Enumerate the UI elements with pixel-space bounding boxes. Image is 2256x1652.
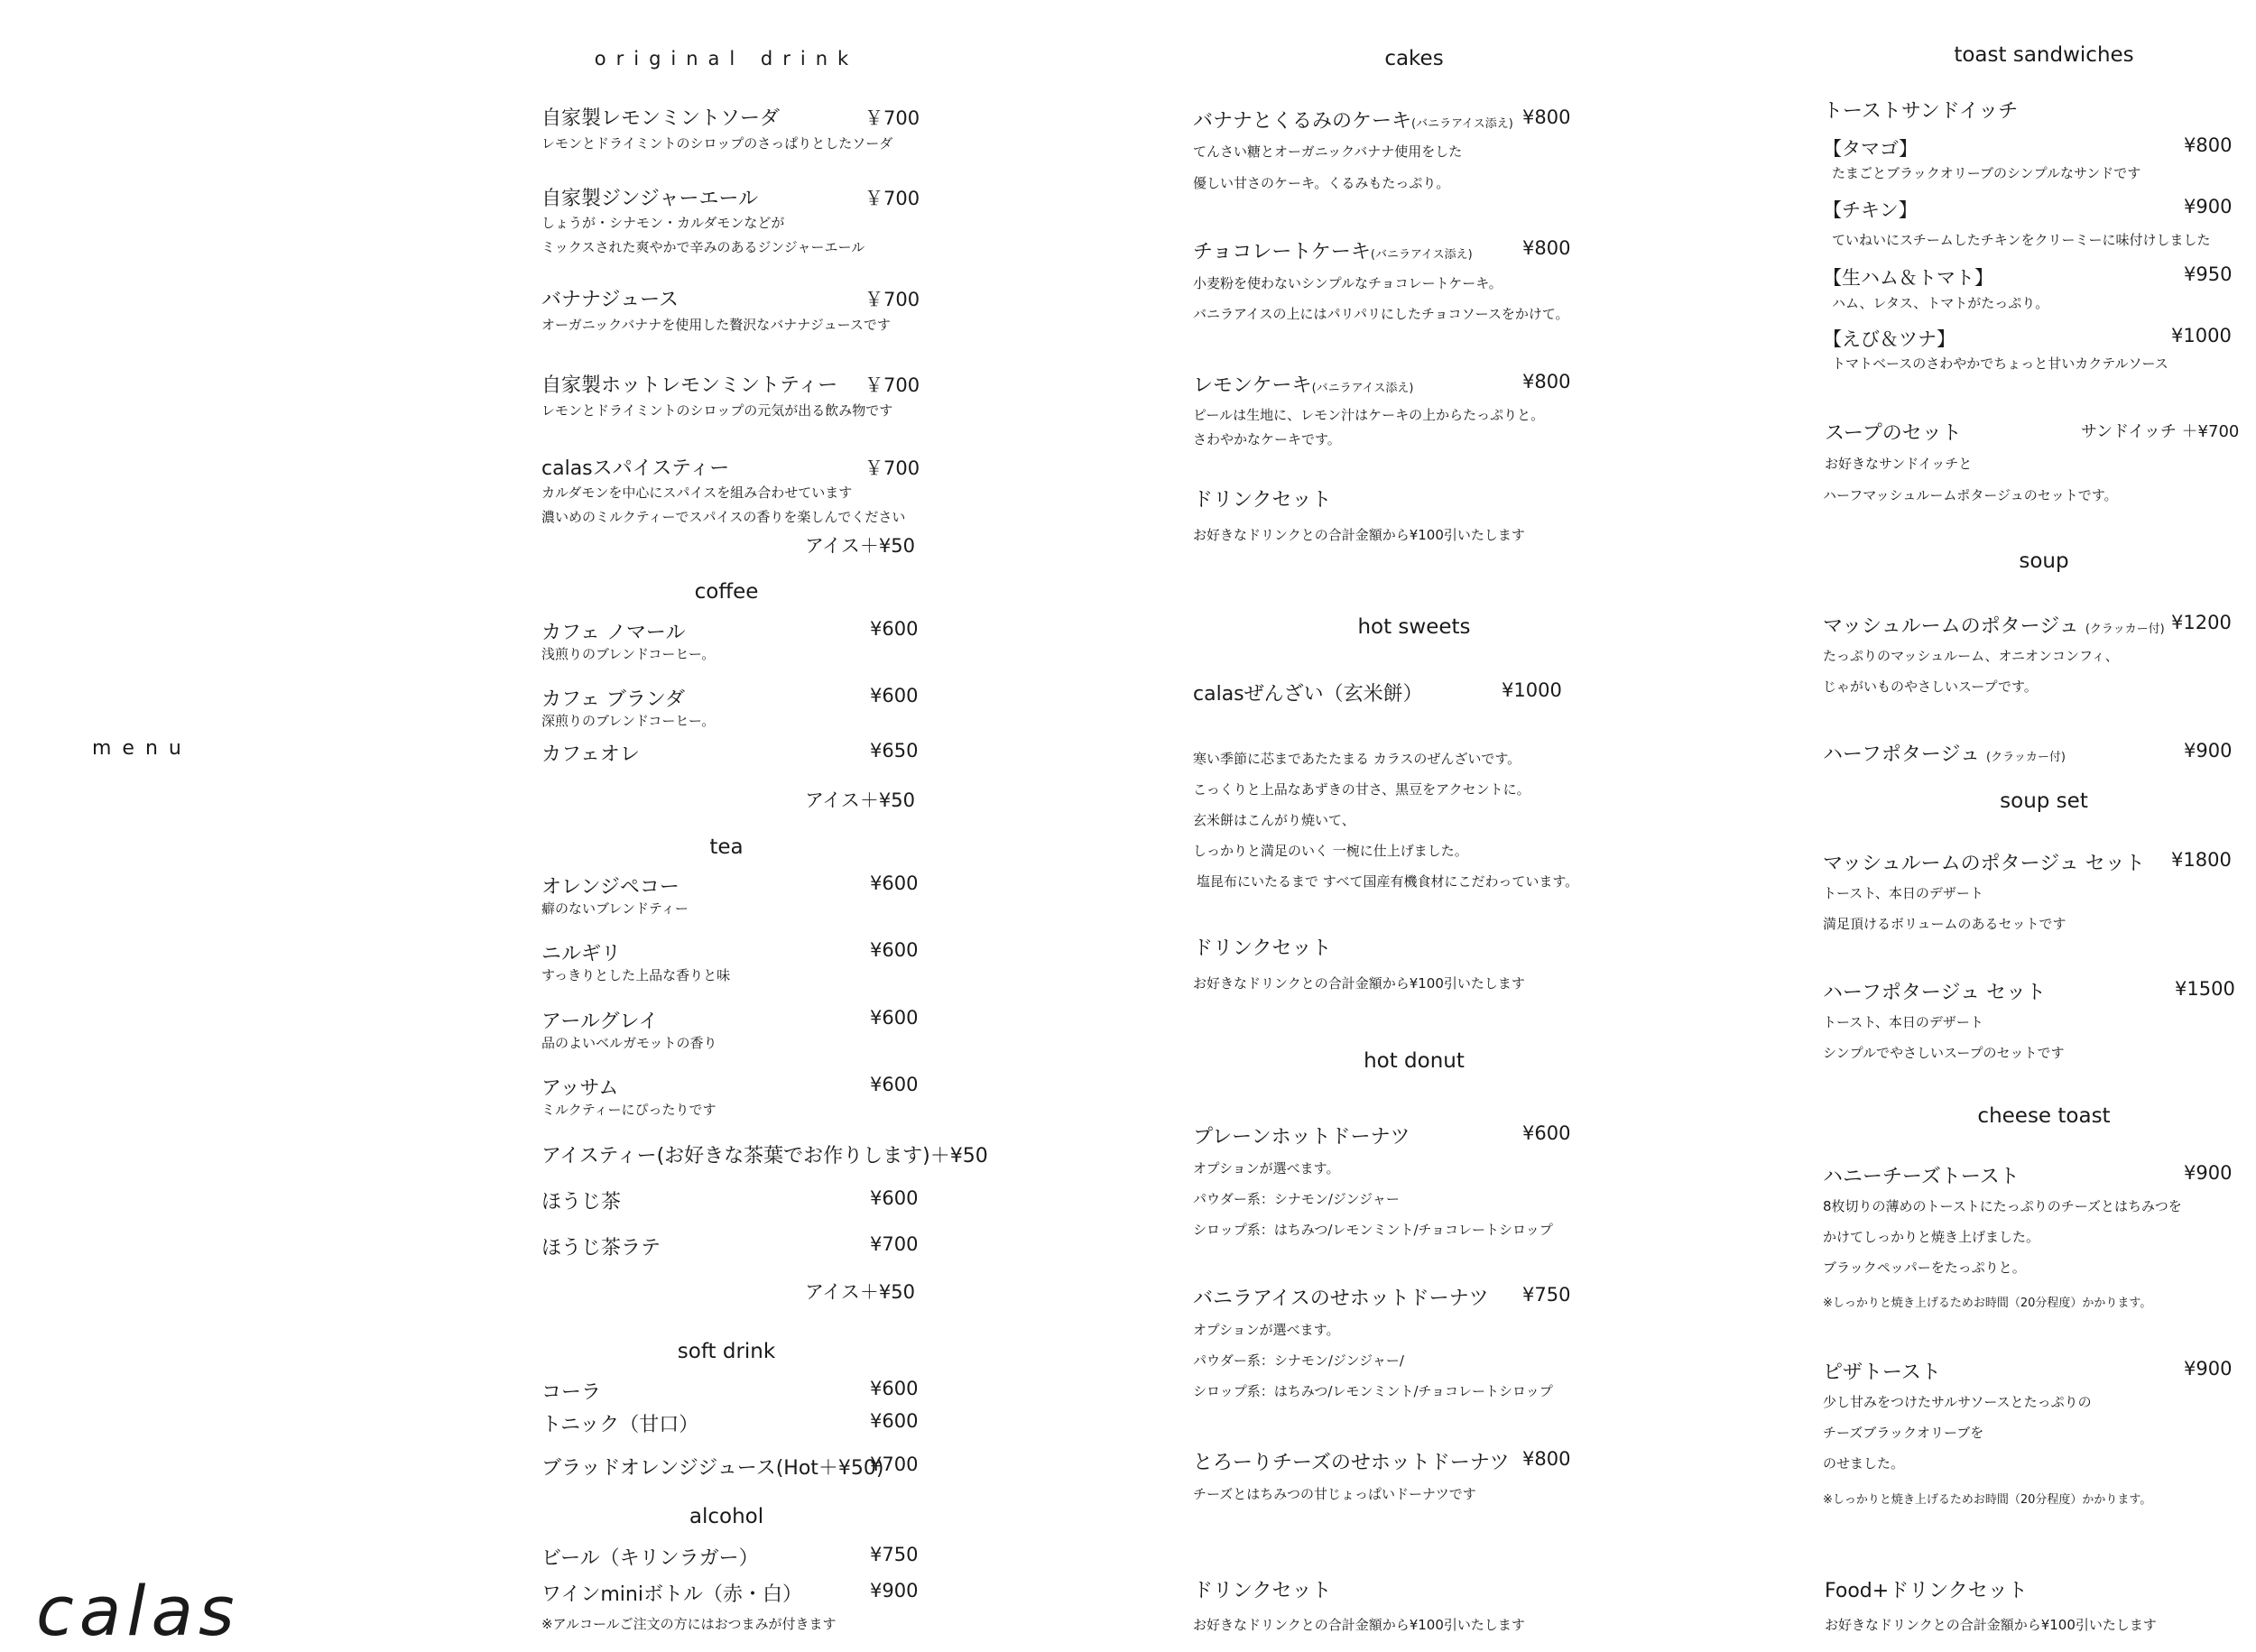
item-price: ¥900 [2184, 1162, 2233, 1184]
item-name: バニラアイスのせホットドーナツ [1193, 1287, 1489, 1310]
item-desc: バニラアイスの上にはパリパリにしたチョコソースをかけて。 [1193, 306, 1569, 322]
item-name: ハーフポタージュ セット [1823, 982, 2047, 1004]
item-desc: シロップ系：はちみつ/レモンミント/チョコレートシロップ [1193, 1383, 1553, 1399]
item-name: calasぜんざい（玄米餅） [1193, 683, 1423, 706]
item-name: オレンジペコー [541, 876, 680, 899]
item-name: 【生ハム＆トマト】 [1823, 267, 1993, 289]
item-desc: 少し甘みをつけたサルサソースとたっぷりの [1823, 1394, 2092, 1410]
item-name [1823, 739, 2066, 767]
item-name: マッシュルームのポタージュ セット [1823, 853, 2145, 875]
item-name: 自家製レモンミントソーダ [541, 107, 781, 130]
item-desc: トースト、本日のデザート [1823, 1014, 1983, 1030]
item-name: ブラッドオレンジジュース(Hot＋¥50) [541, 1457, 884, 1480]
item-desc: 満足頂けるボリュームのあるセットです [1823, 916, 2066, 932]
item-name: 【タマゴ】 [1823, 138, 1918, 160]
item-desc: 深煎りのブレンドコーヒー。 [541, 713, 716, 729]
item-desc: 寒い季節に芯まであたたまる カラスのぜんざいです。 [1193, 751, 1521, 767]
item-desc: パウダー系：シナモン/ジンジャー/ [1193, 1352, 1404, 1369]
item-price: ¥600 [870, 618, 919, 640]
item-price: ¥600 [870, 1007, 919, 1029]
item-desc: カルダモンを中心にスパイスを組み合わせています [541, 485, 853, 501]
item-desc: 8枚切りの薄めのトーストにたっぷりのチーズとはちみつを [1823, 1198, 2182, 1214]
soup-set-price: サンドイッチ ＋¥700 [2081, 422, 2240, 441]
menu-label: menu [92, 737, 192, 760]
item-sub: (バニラアイス添え) [1411, 117, 1513, 131]
item-desc: オプションが選べます。 [1193, 1322, 1340, 1338]
item-name: ほうじ茶 [541, 1191, 622, 1214]
item-desc: トースト、本日のデザート [1823, 885, 1983, 901]
item-name [1823, 611, 2165, 639]
item-desc: レモンとドライミントのシロップの元気が出る飲み物です [541, 402, 893, 419]
item-desc: かけてしっかりと焼き上げました。 [1823, 1229, 2040, 1245]
soup-set-name: スープのセット [1825, 422, 1962, 445]
item-desc: のせました。 [1823, 1455, 1905, 1472]
soup-set-desc: ハーフマッシュルームポタージュのセットです。 [1823, 487, 2118, 503]
section-title-soup: soup [2019, 549, 2069, 573]
item-price: ¥900 [2184, 1358, 2233, 1380]
item-price: ￥700 [864, 457, 920, 479]
item-desc: ていねいにスチームしたチキンをクリーミーに味付けしました [1832, 232, 2211, 248]
section-title-original-drink: original drink [594, 48, 859, 69]
item-price: ¥950 [2184, 263, 2233, 285]
calas-logo-text: calas [36, 1572, 240, 1648]
section-title-cakes: cakes [1384, 47, 1444, 70]
item-desc: 品のよいベルガモットの香り [541, 1035, 717, 1051]
item-desc: たまごとブラックオリーブのシンプルなサンドです [1832, 165, 2141, 181]
item-price: ￥700 [864, 289, 920, 310]
item-desc: トマトベースのさわやかでちょっと甘いカクテルソース [1832, 355, 2168, 372]
drink-set-name: ドリンクセット [1193, 489, 1332, 512]
item-name: アッサム [541, 1077, 619, 1100]
item-name: ビール（キリンラガー） [541, 1547, 759, 1570]
item-price: ¥600 [870, 1410, 919, 1432]
item-price: ￥700 [864, 374, 920, 396]
item-desc: シロップ系：はちみつ/レモンミント/チョコレートシロップ [1193, 1222, 1553, 1238]
item-desc: オプションが選べます。 [1193, 1160, 1340, 1177]
item-name: 自家製ホットレモンミントティー [541, 374, 838, 397]
calas-logo [34, 1572, 242, 1648]
item-price: ¥800 [1522, 106, 1571, 128]
section-title-toast-sandwiches: toast sandwiches [1954, 43, 2134, 67]
item-desc: しっかりと満足のいく 一椀に仕上げました。 [1193, 843, 1468, 859]
item-price: ¥900 [2184, 196, 2233, 217]
item-desc: 塩昆布にいたるまで すべて国産有機食材にこだわっています。 [1197, 873, 1579, 890]
item-price: ¥1500 [2175, 978, 2235, 1000]
item-name: ハニーチーズトースト [1823, 1166, 2020, 1188]
food-set-name: Food+ドリンクセット [1825, 1580, 2028, 1602]
drink-set-desc: お好きなドリンクとの合計金額から¥100引いたします [1193, 975, 1525, 992]
ice-option: アイス＋¥50 [805, 1281, 915, 1303]
item-name: ワインminiボトル（赤・白） [541, 1583, 802, 1606]
section-title-hot-donut: hot donut [1364, 1049, 1465, 1073]
item-name: とろーりチーズのせホットドーナツ [1193, 1452, 1510, 1474]
item-desc: 小麦粉を使わないシンプルなチョコレートケーキ。 [1193, 275, 1502, 291]
item-price: ¥600 [870, 685, 919, 706]
item-price: ¥600 [870, 939, 919, 961]
item-name: アールグレイ [541, 1011, 659, 1033]
item-desc: シンプルでやさしいスープのセットです [1823, 1045, 2065, 1061]
item-price: ¥600 [870, 1187, 919, 1209]
item-desc: 優しい甘さのケーキ。くるみもたっぷり。 [1193, 175, 1450, 191]
item-name: カフェ ブランダ [541, 688, 686, 711]
item-sub: (クラッカー付) [1986, 751, 2066, 764]
toast-heading: トーストサンドイッチ [1823, 100, 2019, 123]
food-set-desc: お好きなドリンクとの合計金額から¥100引いたします [1825, 1617, 2157, 1633]
item-desc: さわやかなケーキです。 [1193, 431, 1341, 448]
item-desc: しょうが・シナモン・カルダモンなどが [541, 215, 785, 231]
item-name: ピザトースト [1823, 1361, 1941, 1384]
item-sub: (バニラアイス添え) [1311, 382, 1414, 395]
ice-option: アイス＋¥50 [805, 535, 915, 557]
item-price: ¥800 [1522, 371, 1571, 392]
section-title-coffee: coffee [694, 580, 759, 604]
drink-set-desc: お好きなドリンクとの合計金額から¥100引いたします [1193, 1617, 1525, 1633]
item-price: ¥1000 [1502, 679, 1562, 701]
item-title: バナナとくるみのケーキ [1193, 110, 1412, 133]
item-price: ¥900 [870, 1580, 919, 1601]
item-name: ほうじ茶ラテ [541, 1237, 661, 1260]
item-price: ¥900 [2184, 740, 2233, 761]
item-name: カフェ ノマール [541, 622, 686, 644]
item-note: ※しっかりと焼き上げるためお時間（20分程度）かかります。 [1823, 1493, 2152, 1507]
item-desc: 浅煎りのブレンドコーヒー。 [541, 646, 716, 662]
item-name: トニック（甘口） [541, 1414, 699, 1436]
item-title: ハーフポタージュ [1823, 743, 1981, 766]
item-sub: (バニラアイス添え) [1370, 248, 1473, 262]
item-note: ※しっかりと焼き上げるためお時間（20分程度）かかります。 [1823, 1297, 2152, 1310]
ice-option: アイス＋¥50 [805, 789, 915, 811]
item-price: ¥1800 [2171, 849, 2232, 871]
item-name: calasスパイスティー [541, 457, 730, 480]
item-desc: たっぷりのマッシュルーム、オニオンコンフィ、 [1823, 648, 2119, 664]
item-name: カフェオレ [541, 743, 640, 766]
item-desc: パウダー系：シナモン/ジンジャー [1193, 1191, 1400, 1207]
drink-set-name: ドリンクセット [1193, 937, 1332, 960]
item-price: ¥600 [1522, 1122, 1571, 1144]
item-desc: すっきりとした上品な香りと味 [541, 967, 731, 983]
item-price: ¥600 [870, 1074, 919, 1095]
item-desc: ミックスされた爽やかで辛みのあるジンジャーエール [541, 239, 865, 255]
item-price: ￥700 [864, 107, 920, 129]
item-price: ¥650 [870, 740, 919, 761]
item-name: コーラ [541, 1381, 602, 1404]
item-desc: ブラックペッパーをたっぷりと。 [1823, 1260, 2026, 1276]
item-name: バナナジュース [541, 289, 680, 311]
item-desc: こっくりと上品なあずきの甘さ、黒豆をアクセントに。 [1193, 781, 1530, 798]
alcohol-note: ※アルコールご注文の方にはおつまみが付きます [541, 1616, 837, 1632]
item-name: プレーンホットドーナツ [1193, 1126, 1410, 1149]
section-title-alcohol: alcohol [689, 1505, 764, 1528]
item-price: ¥750 [1522, 1284, 1571, 1306]
item-price: ¥600 [870, 1378, 919, 1399]
section-title-hot-sweets: hot sweets [1357, 615, 1471, 639]
section-title-soup-set: soup set [2000, 789, 2088, 813]
drink-set-name: ドリンクセット [1193, 1580, 1332, 1602]
item-desc: チーズブラックオリーブを [1823, 1425, 1984, 1441]
item-price: ¥800 [1522, 1448, 1571, 1470]
item-desc: ハム、レタス、トマトがたっぷり。 [1832, 295, 2049, 311]
item-desc: オーガニックバナナを使用した贅沢なバナナジュースです [541, 317, 891, 333]
section-title-cheese-toast: cheese toast [1977, 1104, 2111, 1128]
item-desc: 濃いめのミルクティーでスパイスの香りを楽しんでください [541, 509, 906, 525]
item-title: マッシュルームのポタージュ [1823, 615, 2079, 638]
item-name [1193, 236, 1473, 264]
item-price: ¥750 [870, 1544, 919, 1565]
item-price: ￥700 [864, 188, 920, 209]
section-title-tea: tea [709, 835, 744, 859]
item-desc: チーズとはちみつの甘じょっぱいドーナツです [1193, 1486, 1476, 1502]
item-title: チョコレートケーキ [1193, 241, 1371, 263]
item-desc: 癖のないブレンドティー [541, 900, 689, 917]
item-price: ¥700 [870, 1233, 919, 1255]
item-name: 自家製ジンジャーエール [541, 188, 759, 210]
item-name: ニルギリ [541, 943, 622, 965]
item-name: 【えび＆ツナ】 [1823, 328, 1956, 350]
item-price: ¥700 [870, 1454, 919, 1475]
item-desc: ピールは生地に、レモン汁はケーキの上からたっぷりと。 [1193, 407, 1545, 423]
item-name: 【チキン】 [1823, 199, 1918, 221]
item-desc: ミルクティーにぴったりです [541, 1102, 717, 1118]
item-name: アイスティー(お好きな茶葉でお作りします)＋¥50 [541, 1145, 988, 1167]
item-sub: (クラッカー付) [2085, 623, 2165, 636]
section-title-soft-drink: soft drink [677, 1340, 776, 1363]
item-name [1193, 106, 1513, 134]
item-desc: レモンとドライミントのシロップのさっぱりとしたソーダ [541, 135, 893, 152]
item-name [1193, 370, 1413, 398]
item-price: ¥800 [1522, 237, 1571, 259]
item-price: ¥1000 [2171, 325, 2232, 346]
item-desc: 玄米餅はこんがり焼いて、 [1193, 812, 1355, 828]
item-desc: てんさい糖とオーガニックバナナ使用をした [1193, 143, 1463, 160]
drink-set-desc: お好きなドリンクとの合計金額から¥100引いたします [1193, 527, 1525, 543]
item-price: ¥600 [870, 872, 919, 894]
item-price: ¥1200 [2171, 612, 2232, 633]
item-price: ¥800 [2184, 134, 2233, 156]
item-desc: じゃがいものやさしいスープです。 [1823, 678, 2038, 695]
item-title: レモンケーキ [1193, 374, 1312, 397]
soup-set-desc: お好きなサンドイッチと [1825, 456, 1973, 472]
